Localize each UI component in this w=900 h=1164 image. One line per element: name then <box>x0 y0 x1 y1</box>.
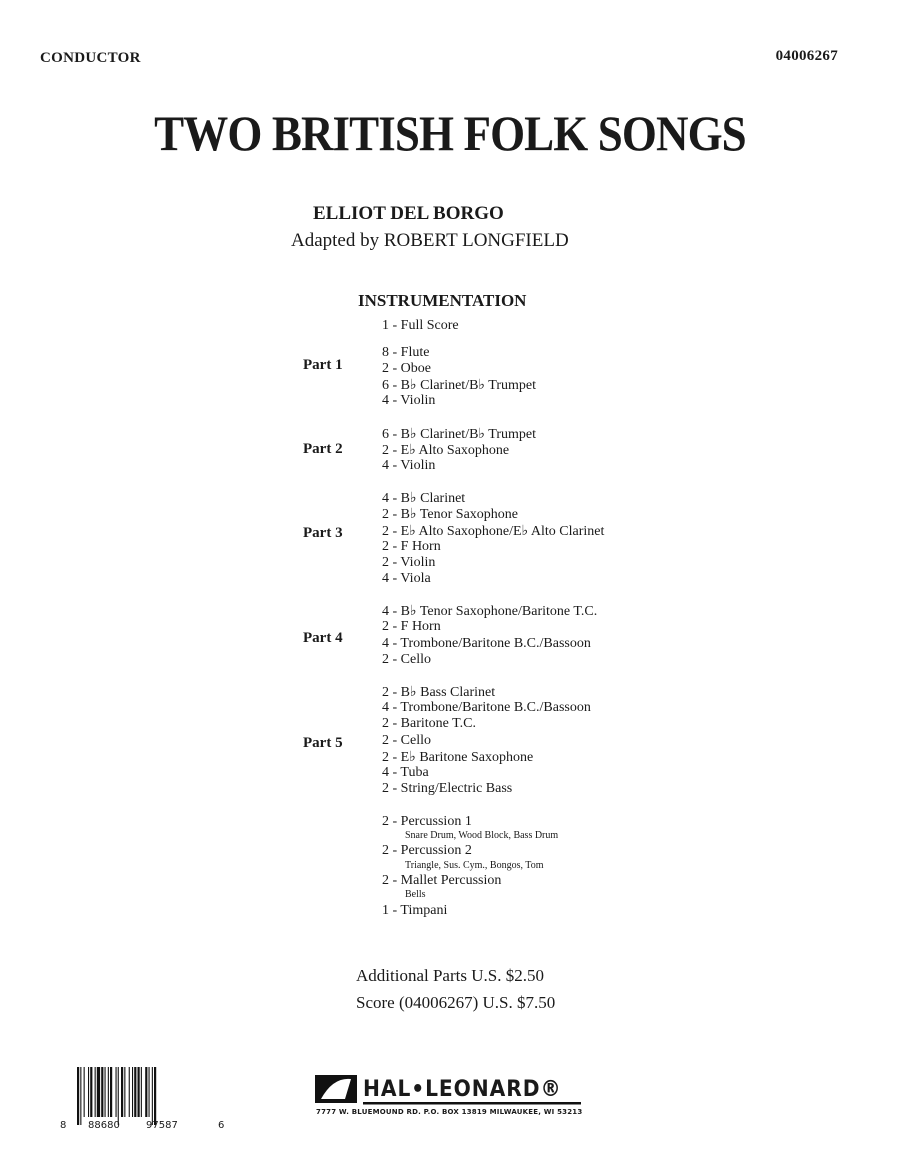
part-5-item: 2 - Baritone T.C. <box>382 716 476 731</box>
part-2-item: 2 - E♭ Alto Saxophone <box>382 443 510 458</box>
percussion-item: 1 - Timpani <box>382 903 448 918</box>
part-1-item: 4 - Violin <box>382 393 436 408</box>
part-2-item: 6 - B♭ Clarinet/B♭ Trumpet <box>382 427 536 442</box>
barcode-icon <box>75 1067 215 1127</box>
percussion-detail: Triangle, Sus. Cym., Bongos, Tom <box>405 860 544 871</box>
part-3-item: 2 - F Horn <box>382 539 441 554</box>
part-5-item: 4 - Tuba <box>382 765 429 780</box>
composer-name: ELLIOT DEL BORGO <box>313 203 504 224</box>
part-4-label: Part 4 <box>303 630 343 646</box>
conductor-label: CONDUCTOR <box>40 50 141 66</box>
barcode-digit: 88680 <box>88 1120 120 1131</box>
instrumentation-heading: INSTRUMENTATION <box>358 291 527 310</box>
part-3-item: 4 - B♭ Clarinet <box>382 491 466 506</box>
part-3-label: Part 3 <box>303 525 343 541</box>
score-price: Score (04006267) U.S. $7.50 <box>356 993 556 1012</box>
part-4-item: 2 - F Horn <box>382 619 441 634</box>
part-4-item: 4 - Trombone/Baritone B.C./Bassoon <box>382 636 591 651</box>
part-5-item: 2 - E♭ Baritone Saxophone <box>382 750 534 765</box>
part-3-item: 4 - Viola <box>382 571 431 586</box>
percussion-item: 2 - Mallet Percussion <box>382 873 502 888</box>
part-5-item: 2 - B♭ Bass Clarinet <box>382 685 496 700</box>
part-3-item: 2 - Violin <box>382 555 436 570</box>
catalog-number: 04006267 <box>775 48 838 64</box>
additional-parts-price: Additional Parts U.S. $2.50 <box>356 966 544 985</box>
part-4-item: 4 - B♭ Tenor Saxophone/Baritone T.C. <box>382 604 598 619</box>
part-4-item: 2 - Cello <box>382 652 431 667</box>
part-2-label: Part 2 <box>303 441 343 457</box>
percussion-detail: Bells <box>405 889 426 900</box>
full-score-line: 1 - Full Score <box>382 318 459 333</box>
percussion-item: 2 - Percussion 1 <box>382 814 472 829</box>
adapter-credit: Adapted by ROBERT LONGFIELD <box>291 230 569 251</box>
part-1-item: 2 - Oboe <box>382 361 431 376</box>
page-title: TWO BRITISH FOLK SONGS <box>154 105 746 161</box>
percussion-item: 2 - Percussion 2 <box>382 843 472 858</box>
barcode-digit: 97587 <box>146 1120 178 1131</box>
percussion-detail: Snare Drum, Wood Block, Bass Drum <box>405 830 559 841</box>
part-5-item: 2 - String/Electric Bass <box>382 781 513 796</box>
part-5-item: 2 - Cello <box>382 733 431 748</box>
publisher-address: 7777 W. BLUEMOUND RD. P.O. BOX 13819 MILWAUKEE, WI 53213 <box>316 1108 583 1116</box>
part-2-item: 4 - Violin <box>382 458 436 473</box>
part-3-item: 2 - E♭ Alto Saxophone/E♭ Alto Clarinet <box>382 524 605 539</box>
part-5-item: 4 - Trombone/Baritone B.C./Bassoon <box>382 700 591 715</box>
part-1-item: 6 - B♭ Clarinet/B♭ Trumpet <box>382 378 536 393</box>
publisher-name: HAL•LEONARD® <box>363 1077 562 1102</box>
barcode-digit: 8 <box>60 1120 67 1131</box>
barcode-digit: 6 <box>218 1120 225 1131</box>
part-1-item: 8 - Flute <box>382 345 430 360</box>
part-5-label: Part 5 <box>303 735 343 751</box>
part-3-item: 2 - B♭ Tenor Saxophone <box>382 507 519 522</box>
part-1-label: Part 1 <box>303 357 343 373</box>
